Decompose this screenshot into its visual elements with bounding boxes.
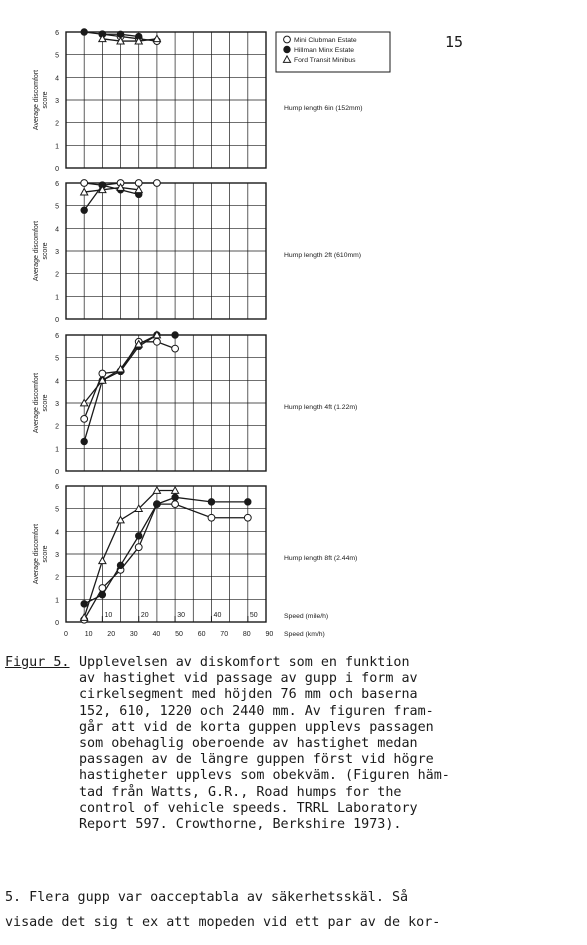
mph-tick-label: 40 bbox=[213, 612, 222, 619]
chart-panel-2 bbox=[33, 180, 361, 324]
series-line bbox=[84, 504, 248, 620]
chart-panel-3 bbox=[33, 331, 357, 476]
triangle-marker bbox=[99, 557, 106, 563]
speed-axes bbox=[64, 612, 328, 638]
y-tick-label: 3 bbox=[55, 552, 59, 559]
chart-legend bbox=[276, 32, 390, 72]
y-tick-label: 4 bbox=[55, 378, 59, 386]
y-tick-label: 1 bbox=[55, 294, 59, 302]
filled-circle-marker bbox=[172, 494, 178, 500]
caption-line: går att vid de korta guppen upplevs passagen bbox=[79, 719, 434, 735]
panel-title: Hump length 8ft (2.44m) bbox=[284, 555, 358, 562]
series-line bbox=[84, 188, 139, 193]
y-tick-label: 5 bbox=[55, 203, 59, 211]
page-number: 15 bbox=[445, 33, 464, 51]
open-circle-marker bbox=[208, 514, 215, 521]
kmh-tick-label: 40 bbox=[152, 631, 161, 638]
triangle-marker bbox=[117, 516, 124, 522]
y-tick-label: 2 bbox=[55, 271, 59, 279]
y-tick-label: 0 bbox=[55, 469, 59, 476]
filled-circle-marker bbox=[81, 438, 87, 444]
y-tick-label: 3 bbox=[55, 249, 59, 256]
mph-tick-label: 20 bbox=[140, 612, 149, 619]
y-tick-label: 4 bbox=[55, 529, 59, 537]
y-tick-label: 0 bbox=[55, 317, 59, 324]
y-axis-label: Average discomfort bbox=[33, 220, 40, 282]
kmh-tick-label: 80 bbox=[242, 631, 251, 638]
y-tick-label: 3 bbox=[55, 98, 59, 105]
filled-circle-marker bbox=[245, 499, 251, 505]
y-tick-label: 5 bbox=[55, 52, 59, 60]
filled-circle-marker bbox=[99, 592, 105, 598]
y-tick-label: 5 bbox=[55, 506, 59, 514]
kmh-tick-label: 90 bbox=[265, 631, 274, 638]
panel-title: Hump length 6in (152mm) bbox=[284, 105, 363, 112]
y-tick-label: 6 bbox=[55, 181, 59, 188]
filled-circle-marker bbox=[117, 562, 123, 568]
y-tick-label: 1 bbox=[55, 446, 59, 454]
caption-line: cirkelsegment med höjden 76 mm och baserna bbox=[79, 687, 418, 703]
filled-circle-marker bbox=[284, 46, 290, 52]
caption-line: Upplevelsen av diskomfort som en funktion bbox=[79, 655, 410, 670]
y-tick-label: 3 bbox=[55, 401, 59, 408]
open-circle-marker bbox=[244, 514, 251, 521]
y-tick-label: 2 bbox=[55, 423, 59, 431]
y-tick-label: 4 bbox=[55, 75, 59, 83]
filled-circle-marker bbox=[172, 332, 178, 338]
body-line: 5. Flera gupp var oacceptabla av säkerhetsskäl. Så bbox=[5, 890, 409, 905]
mph-tick-label: 10 bbox=[104, 612, 113, 619]
kmh-tick-label: 10 bbox=[84, 631, 93, 638]
kmh-tick-label: 20 bbox=[107, 631, 116, 638]
y-axis-label: Average discomfort bbox=[33, 372, 40, 434]
speed-kmh-label: Speed (km/h) bbox=[284, 631, 325, 638]
caption-line: tad från Watts, G.R., Road humps for the bbox=[79, 784, 402, 800]
open-circle-marker bbox=[81, 180, 88, 187]
open-circle-marker bbox=[81, 415, 88, 422]
y-tick-label: 0 bbox=[55, 620, 59, 627]
chart-panels bbox=[33, 29, 363, 627]
y-axis-label: Average discomfort bbox=[33, 69, 40, 131]
kmh-tick-label: 50 bbox=[175, 631, 183, 638]
legend-entry: Hillman Minx Estate bbox=[294, 47, 355, 54]
series-line bbox=[84, 497, 248, 604]
legend-entry: Mini Clubman Estate bbox=[294, 37, 357, 44]
y-axis-label: score bbox=[42, 91, 49, 109]
filled-circle-marker bbox=[154, 501, 160, 507]
y-tick-label: 6 bbox=[55, 30, 59, 37]
y-tick-label: 1 bbox=[55, 143, 59, 151]
caption-line: passagen av de längre guppen först vid högre bbox=[79, 752, 434, 768]
body-line: visade det sig t ex att mopeden vid ett par av de kor- bbox=[5, 915, 441, 930]
filled-circle-marker bbox=[136, 533, 142, 539]
mph-tick-label: 50 bbox=[249, 612, 258, 619]
y-axis-label: score bbox=[42, 242, 49, 260]
open-circle-marker bbox=[172, 345, 179, 352]
mph-tick-label: 30 bbox=[177, 612, 185, 619]
filled-circle-marker bbox=[208, 499, 214, 505]
filled-circle-marker bbox=[81, 601, 87, 607]
panel-title: Hump length 4ft (1.22m) bbox=[284, 404, 358, 411]
body-text bbox=[5, 885, 585, 935]
caption-line: av hastighet vid passage av gupp i form av bbox=[79, 671, 418, 687]
kmh-tick-label: 70 bbox=[220, 631, 229, 638]
open-circle-marker bbox=[135, 544, 142, 551]
caption-line: control of vehicle speeds. TRRL Laboratory bbox=[79, 800, 418, 816]
legend-entry: Ford Transit Minibus bbox=[294, 57, 356, 64]
kmh-tick-label: 30 bbox=[129, 631, 138, 638]
panel-title: Hump length 2ft (610mm) bbox=[284, 252, 362, 259]
y-tick-label: 6 bbox=[55, 333, 59, 340]
kmh-tick-label: 60 bbox=[197, 631, 206, 638]
open-circle-marker bbox=[172, 501, 179, 508]
open-circle-marker bbox=[154, 180, 161, 187]
chart-panel-4 bbox=[33, 484, 357, 627]
y-tick-label: 4 bbox=[55, 226, 59, 234]
y-tick-label: 1 bbox=[55, 597, 59, 605]
caption-line: hastigheter upplevs som obekväm. (Figuren häm- bbox=[79, 768, 450, 784]
caption-line: Report 597. Crowthorne, Berkshire 1973). bbox=[79, 817, 402, 832]
speed-mph-label: Speed (mile/h) bbox=[284, 613, 329, 620]
caption-label: Figur 5. bbox=[5, 655, 70, 670]
caption-line: 152, 610, 1220 och 2440 mm. Av figuren fram- bbox=[79, 703, 434, 719]
y-tick-label: 0 bbox=[55, 166, 59, 173]
series-line bbox=[102, 39, 157, 41]
y-tick-label: 5 bbox=[55, 355, 59, 363]
y-tick-label: 2 bbox=[55, 574, 59, 582]
y-axis-label: score bbox=[42, 545, 49, 563]
open-circle-marker bbox=[284, 36, 291, 43]
open-circle-marker bbox=[154, 338, 161, 345]
kmh-tick-label: 0 bbox=[64, 631, 68, 638]
filled-circle-marker bbox=[81, 207, 87, 213]
y-tick-label: 6 bbox=[55, 484, 59, 491]
filled-circle-marker bbox=[81, 29, 87, 35]
caption-line: som obehaglig oberoende av hastighet medan bbox=[79, 736, 418, 751]
y-axis-label: Average discomfort bbox=[33, 523, 40, 585]
y-axis-label: score bbox=[42, 394, 49, 412]
y-tick-label: 2 bbox=[55, 120, 59, 128]
